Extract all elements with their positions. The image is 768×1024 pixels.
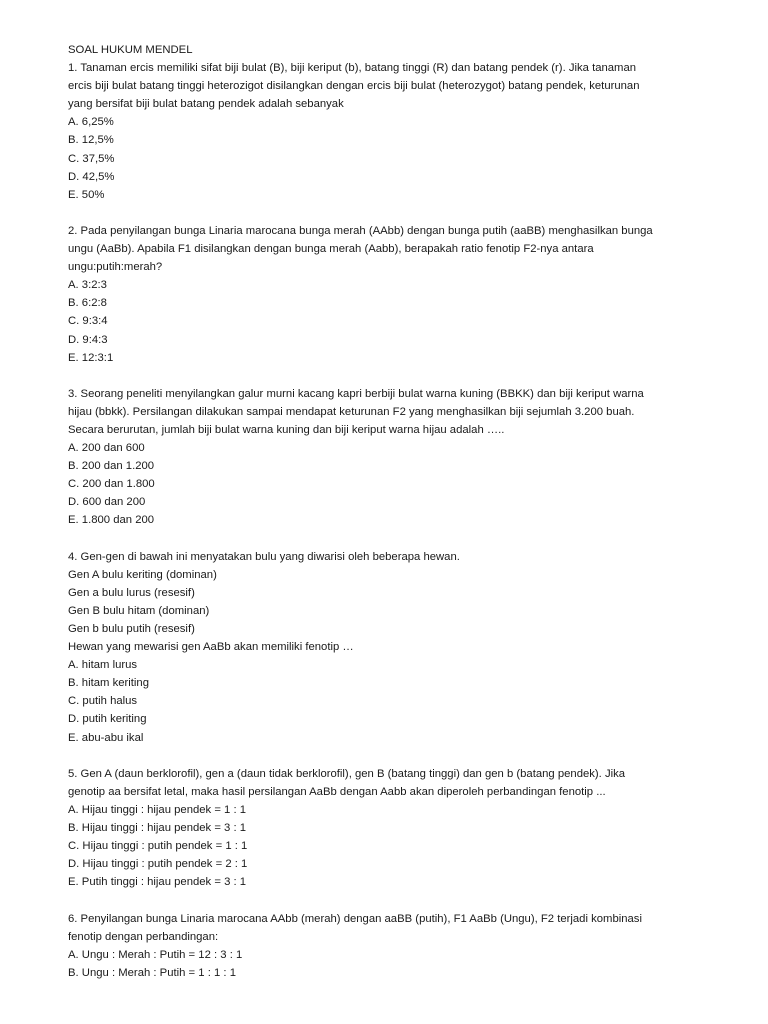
answer-option: A. hitam lurus bbox=[68, 659, 138, 672]
question-text-line: 4. Gen-gen di bawah ini menyatakan bulu yang diwarisi oleh beberapa hewan. bbox=[68, 550, 460, 563]
answer-option: C. Hijau tinggi : putih pendek = 1 : 1 bbox=[68, 840, 248, 853]
question-text-line: yang bersifat biji bulat batang pendek adalah sebanyak bbox=[68, 98, 344, 111]
document-page bbox=[68, 41, 736, 982]
question-text-line: ungu:putih:merah? bbox=[68, 261, 163, 274]
answer-option: D. 42,5% bbox=[68, 170, 115, 183]
question-4 bbox=[68, 548, 736, 747]
answer-option: C. 37,5% bbox=[68, 152, 115, 165]
answer-option: D. Hijau tinggi : putih pendek = 2 : 1 bbox=[68, 858, 248, 871]
question-text-line: 3. Seorang peneliti menyilangkan galur murni kacang kapri berbiji bulat warna kuning (BBKK) dan biji keriput warna bbox=[68, 387, 644, 400]
question-text-line: Hewan yang mewarisi gen AaBb akan memiliki fenotip … bbox=[68, 641, 354, 654]
answer-option: A. Hijau tinggi : hijau pendek = 1 : 1 bbox=[68, 803, 247, 816]
question-1 bbox=[68, 59, 736, 204]
answer-option: E. 1.800 dan 200 bbox=[68, 514, 155, 527]
question-text-line: Gen B bulu hitam (dominan) bbox=[68, 604, 210, 617]
question-2 bbox=[68, 222, 736, 367]
answer-option: D. 9:4:3 bbox=[68, 333, 108, 346]
answer-option: C. 9:3:4 bbox=[68, 315, 108, 328]
question-text-line: 5. Gen A (daun berklorofil), gen a (daun tidak berklorofil), gen B (batang tinggi) dan gen b (batang pendek). Jika bbox=[68, 767, 626, 780]
answer-option: A. 3:2:3 bbox=[68, 279, 107, 292]
answer-option: E. abu-abu ikal bbox=[68, 731, 144, 744]
answer-option: E. Putih tinggi : hijau pendek = 3 : 1 bbox=[68, 876, 247, 889]
question-text-line: Gen b bulu putih (resesif) bbox=[68, 623, 195, 635]
question-5 bbox=[68, 765, 736, 892]
answer-option: D. 600 dan 200 bbox=[68, 496, 146, 509]
answer-option: D. putih keriting bbox=[68, 713, 147, 726]
question-text-line: 6. Penyilangan bunga Linaria marocana AAbb (merah) dengan aaBB (putih), F1 AaBb (Ungu), F2 terjadi kombinasi bbox=[68, 912, 642, 925]
question-text-line: Gen a bulu lurus (resesif) bbox=[68, 586, 195, 599]
answer-option: E. 12:3:1 bbox=[68, 351, 114, 364]
answer-option: A. 200 dan 600 bbox=[68, 442, 145, 455]
question-text-line: 1. Tanaman ercis memiliki sifat biji bulat (B), biji keriput (b), batang tinggi (R) dan batang pendek (r). Jika tanaman bbox=[68, 62, 637, 75]
answer-option: A. 6,25% bbox=[68, 116, 114, 129]
question-text-line: 2. Pada penyilangan bunga Linaria marocana bunga merah (AAbb) dengan bunga putih (aaBB) menghasilkan bunga bbox=[68, 224, 653, 237]
question-text-line: Gen A bulu keriting (dominan) bbox=[68, 568, 217, 581]
answer-option: B. Ungu : Merah : Putih = 1 : 1 : 1 bbox=[68, 966, 236, 979]
question-text-line: fenotip dengan perbandingan: bbox=[68, 930, 219, 943]
answer-option: B. 200 dan 1.200 bbox=[68, 460, 155, 473]
answer-option: C. 200 dan 1.800 bbox=[68, 478, 155, 491]
answer-option: B. hitam keriting bbox=[68, 677, 149, 690]
question-text-line: ercis biji bulat batang tinggi heterozigot disilangkan dengan ercis biji bulat (heterozygot) batang pendek, keturunan bbox=[68, 80, 640, 93]
question-text-line: Secara berurutan, jumlah biji bulat warna kuning dan biji keriput warna hijau adalah ….. bbox=[68, 423, 505, 436]
answer-option: B. 12,5% bbox=[68, 134, 114, 147]
question-3 bbox=[68, 385, 736, 530]
answer-option: B. Hijau tinggi : hijau pendek = 3 : 1 bbox=[68, 822, 247, 835]
question-text-line: hijau (bbkk). Persilangan dilakukan sampai mendapat keturunan F2 yang menghasilkan biji sejumlah 3.200 buah. bbox=[68, 405, 635, 418]
answer-option: B. 6:2:8 bbox=[68, 297, 107, 310]
answer-option: A. Ungu : Merah : Putih = 12 : 3 : 1 bbox=[68, 948, 243, 961]
answer-option: C. putih halus bbox=[68, 695, 138, 708]
question-text-line: genotip aa bersifat letal, maka hasil persilangan AaBb dengan Aabb akan diperoleh perbandingan fenotip ... bbox=[68, 785, 606, 798]
question-6 bbox=[68, 910, 736, 982]
document-title: SOAL HUKUM MENDEL bbox=[68, 44, 193, 56]
question-text-line: ungu (AaBb). Apabila F1 disilangkan dengan bunga merah (Aabb), berapakah ratio fenotip F2-nya antara bbox=[68, 243, 594, 256]
answer-option: E. 50% bbox=[68, 188, 105, 201]
